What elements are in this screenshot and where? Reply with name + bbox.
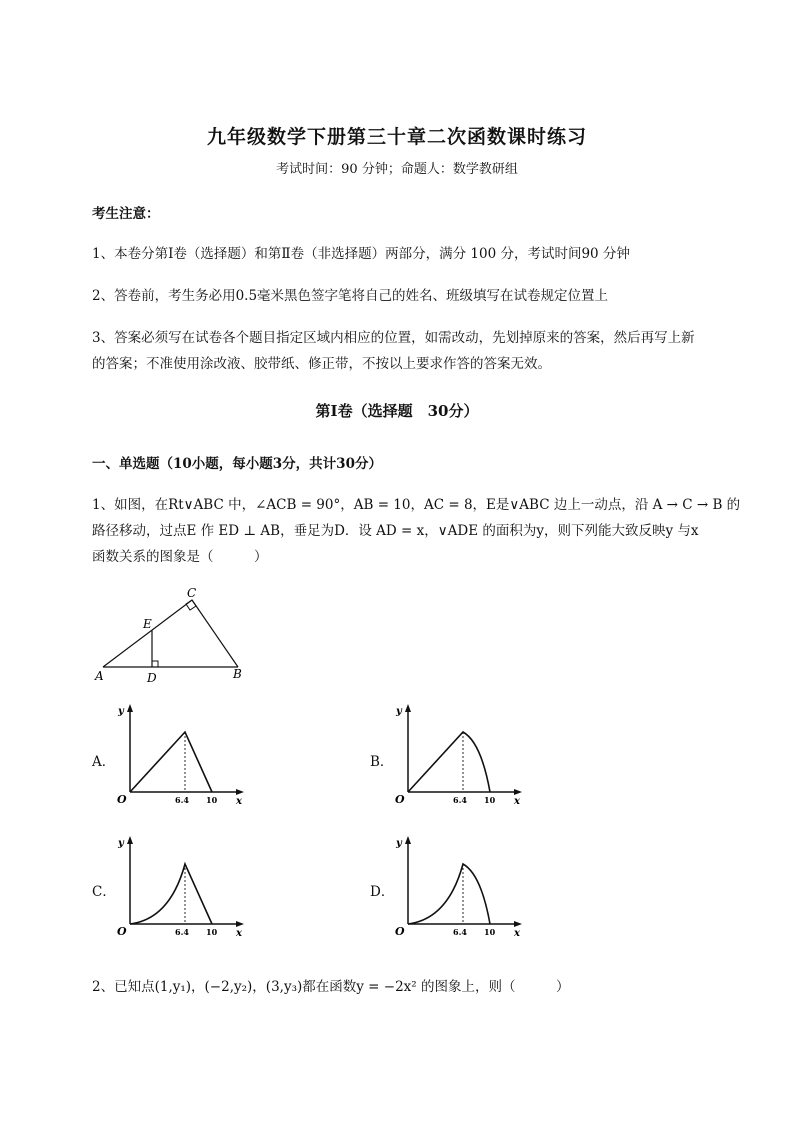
q1-line3: 函数关系的图象是（ ）: [92, 549, 268, 565]
option-b-graph[interactable]: [390, 700, 530, 810]
notice-item-3: 3、答案必须写在试卷各个题目指定区域内相应的位置，如需改动，先划掉原来的答案，然后再写上新: [92, 330, 695, 346]
tick-label-10: 10: [484, 795, 496, 805]
y-axis-label: y: [396, 838, 402, 849]
right-angle-mark-d: [152, 661, 158, 667]
page-title: 九年级数学下册第三十章二次函数课时练习: [206, 126, 587, 148]
notice-item-2: 2、答卷前，考生务必用0.5毫米黑色签字笔将自己的姓名、班级填写在试卷规定位置上: [92, 288, 609, 304]
option-c-graph[interactable]: [112, 832, 252, 942]
x-axis-label: x: [236, 928, 242, 939]
triangle-figure: [85, 585, 255, 685]
label-a: A: [95, 669, 104, 683]
function-curve: [408, 864, 490, 924]
option-a-label[interactable]: A．: [92, 754, 116, 770]
option-b-label[interactable]: B．: [370, 754, 394, 770]
function-curve: [130, 732, 212, 792]
origin-label: O: [117, 793, 127, 806]
q2-text: 2、已知点(1,y₁)，(−2,y₂)，(3,y₃)都在函数y = −2x² 的图象上，则（ ）: [92, 979, 570, 995]
label-d: D: [147, 671, 157, 685]
option-d-label[interactable]: D．: [370, 884, 395, 900]
y-axis-label: y: [118, 706, 124, 717]
tick-label-6-4: 6.4: [453, 927, 467, 937]
notice-item-3-cont: 的答案；不准使用涂改液、胶带纸、修正带，不按以上要求作答的答案无效。: [92, 356, 551, 372]
label-e: E: [143, 617, 152, 631]
function-curve: [130, 864, 212, 924]
x-axis-arrow: [514, 921, 522, 927]
option-d-graph[interactable]: [390, 832, 530, 942]
x-axis-label: x: [236, 796, 242, 807]
tick-label-10: 10: [206, 795, 218, 805]
tick-label-6-4: 6.4: [453, 795, 467, 805]
side-cb: [192, 600, 238, 667]
notice-item-1: 1、本卷分第Ⅰ卷（选择题）和第Ⅱ卷（非选择题）两部分，满分 100 分，考试时间90 分钟: [92, 246, 630, 262]
option-a-graph[interactable]: [112, 700, 252, 810]
x-axis-arrow: [236, 921, 244, 927]
y-axis-arrow: [405, 836, 411, 844]
y-axis-arrow: [127, 704, 133, 712]
tick-label-6-4: 6.4: [175, 927, 189, 937]
origin-label: O: [395, 793, 405, 806]
origin-label: O: [395, 925, 405, 938]
label-c: C: [187, 586, 197, 600]
tick-label-6-4: 6.4: [175, 795, 189, 805]
q1-line2: 路径移动，过点E 作 ED ⊥ AB，垂足为D．设 AD = x，∨ADE 的面积为y，则下列能大致反映y 与x: [92, 523, 699, 539]
tick-label-10: 10: [484, 927, 496, 937]
option-c-label[interactable]: C．: [92, 884, 116, 900]
origin-label: O: [117, 925, 127, 938]
x-axis-arrow: [514, 789, 522, 795]
exam-info: 考试时间：90 分钟；命题人：数学教研组: [276, 162, 518, 177]
q1-line1: 1、如图，在Rt∨ABC 中，∠ACB = 90°，AB = 10，AC = 8，E是∨ABC 边上一动点，沿 A → C → B 的: [92, 497, 741, 513]
label-b: B: [233, 667, 242, 681]
y-axis-label: y: [118, 838, 124, 849]
part-heading: 一、单选题（10小题，每小题3分，共计30分）: [92, 456, 382, 472]
x-axis-label: x: [514, 796, 520, 807]
x-axis-arrow: [236, 789, 244, 795]
y-axis-arrow: [127, 836, 133, 844]
y-axis-arrow: [405, 704, 411, 712]
side-ac: [103, 600, 192, 667]
tick-label-10: 10: [206, 927, 218, 937]
function-curve: [408, 732, 490, 792]
notice-heading: 考生注意：: [92, 206, 160, 222]
section-title: 第Ⅰ卷（选择题 30分）: [315, 402, 479, 420]
y-axis-label: y: [396, 706, 402, 717]
x-axis-label: x: [514, 928, 520, 939]
